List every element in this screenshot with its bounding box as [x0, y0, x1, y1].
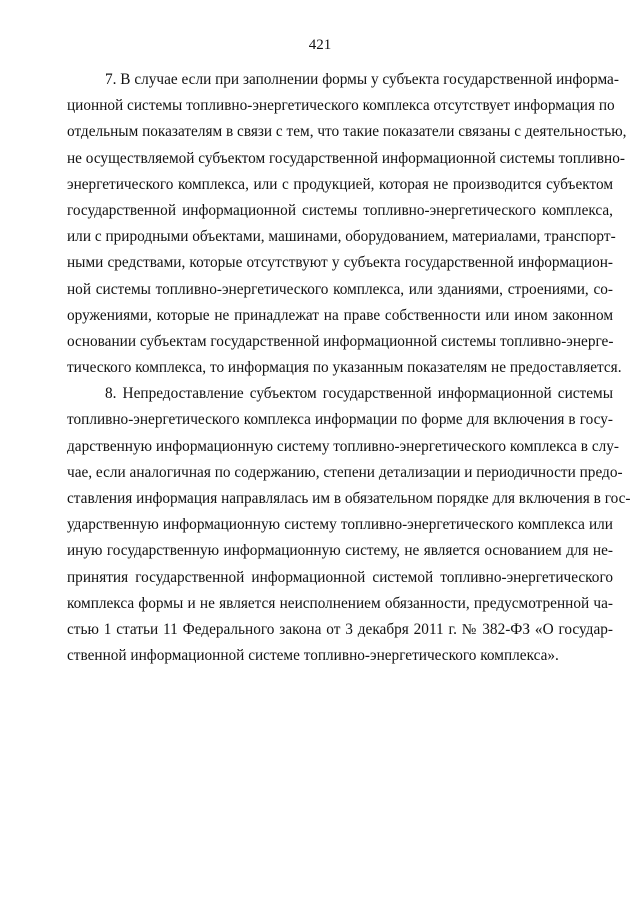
- text-line: или с природными объектами, машинами, оборудованием, материалами, транспорт-: [67, 228, 616, 246]
- text-line: стью 1 статьи 11 Федерального закона от 3 декабря 2011 г. № 382-ФЗ «О государ-: [67, 620, 613, 638]
- text-line: ударственную информационную систему топливно-энергетического комплекса или: [67, 516, 613, 534]
- text-line: ционной системы топливно-энергетического комплекса отсутствует информация по: [67, 97, 615, 115]
- text-line: дарственную информационную систему топливно-энергетического комплекса в слу-: [67, 437, 619, 455]
- text-line: 8. Непредоставление субъектом государственной информационной системы: [105, 385, 613, 403]
- paragraph-8: [67, 381, 631, 669]
- text-line: ными средствами, которые отсутствуют у субъекта государственной информацион-: [67, 254, 613, 272]
- text-line: основании субъектам государственной информационной системы топливно-энерге-: [67, 332, 614, 350]
- page-number: 421: [308, 37, 332, 53]
- text-line: топливно-энергетического комплекса информации по форме для включения в госу-: [67, 411, 613, 429]
- paragraph-7: [67, 67, 627, 381]
- text-line: комплекса формы и не является неисполнением обязанности, предусмотренной ча-: [67, 594, 613, 612]
- text-line: энергетического комплекса, или с продукцией, которая не производится субъектом: [67, 175, 613, 193]
- text-line: не осуществляемой субъектом государственной информационной системы топливно-: [67, 149, 625, 167]
- text-line: ставления информация направлялась им в обязательном порядке для включения в гос-: [67, 490, 631, 507]
- text-line: чае, если аналогичная по содержанию, степени детализации и периодичности предо-: [67, 463, 623, 481]
- text-line: принятия государственной информационной системой топливно-энергетического: [67, 568, 613, 586]
- text-line: ной системы топливно-энергетического комплекса, или зданиями, строениями, со-: [67, 280, 613, 298]
- text-line: ственной информационной системе топливно-энергетического комплекса».: [67, 647, 559, 665]
- text-line: отдельным показателям в связи с тем, что такие показатели связаны с деятельностью,: [67, 123, 627, 141]
- text-line: оружениями, которые не принадлежат на праве собственности или ином законном: [67, 306, 613, 324]
- text-line: 7. В случае если при заполнении формы у субъекта государственной информа-: [105, 71, 619, 88]
- text-line: государственной информационной системы топливно-энергетического комплекса,: [67, 201, 613, 219]
- text-line: тического комплекса, то информация по указанным показателям не предоставляется.: [67, 359, 622, 377]
- document-body: [67, 67, 631, 669]
- text-line: иную государственную информационную систему, не является основанием для не-: [67, 542, 613, 560]
